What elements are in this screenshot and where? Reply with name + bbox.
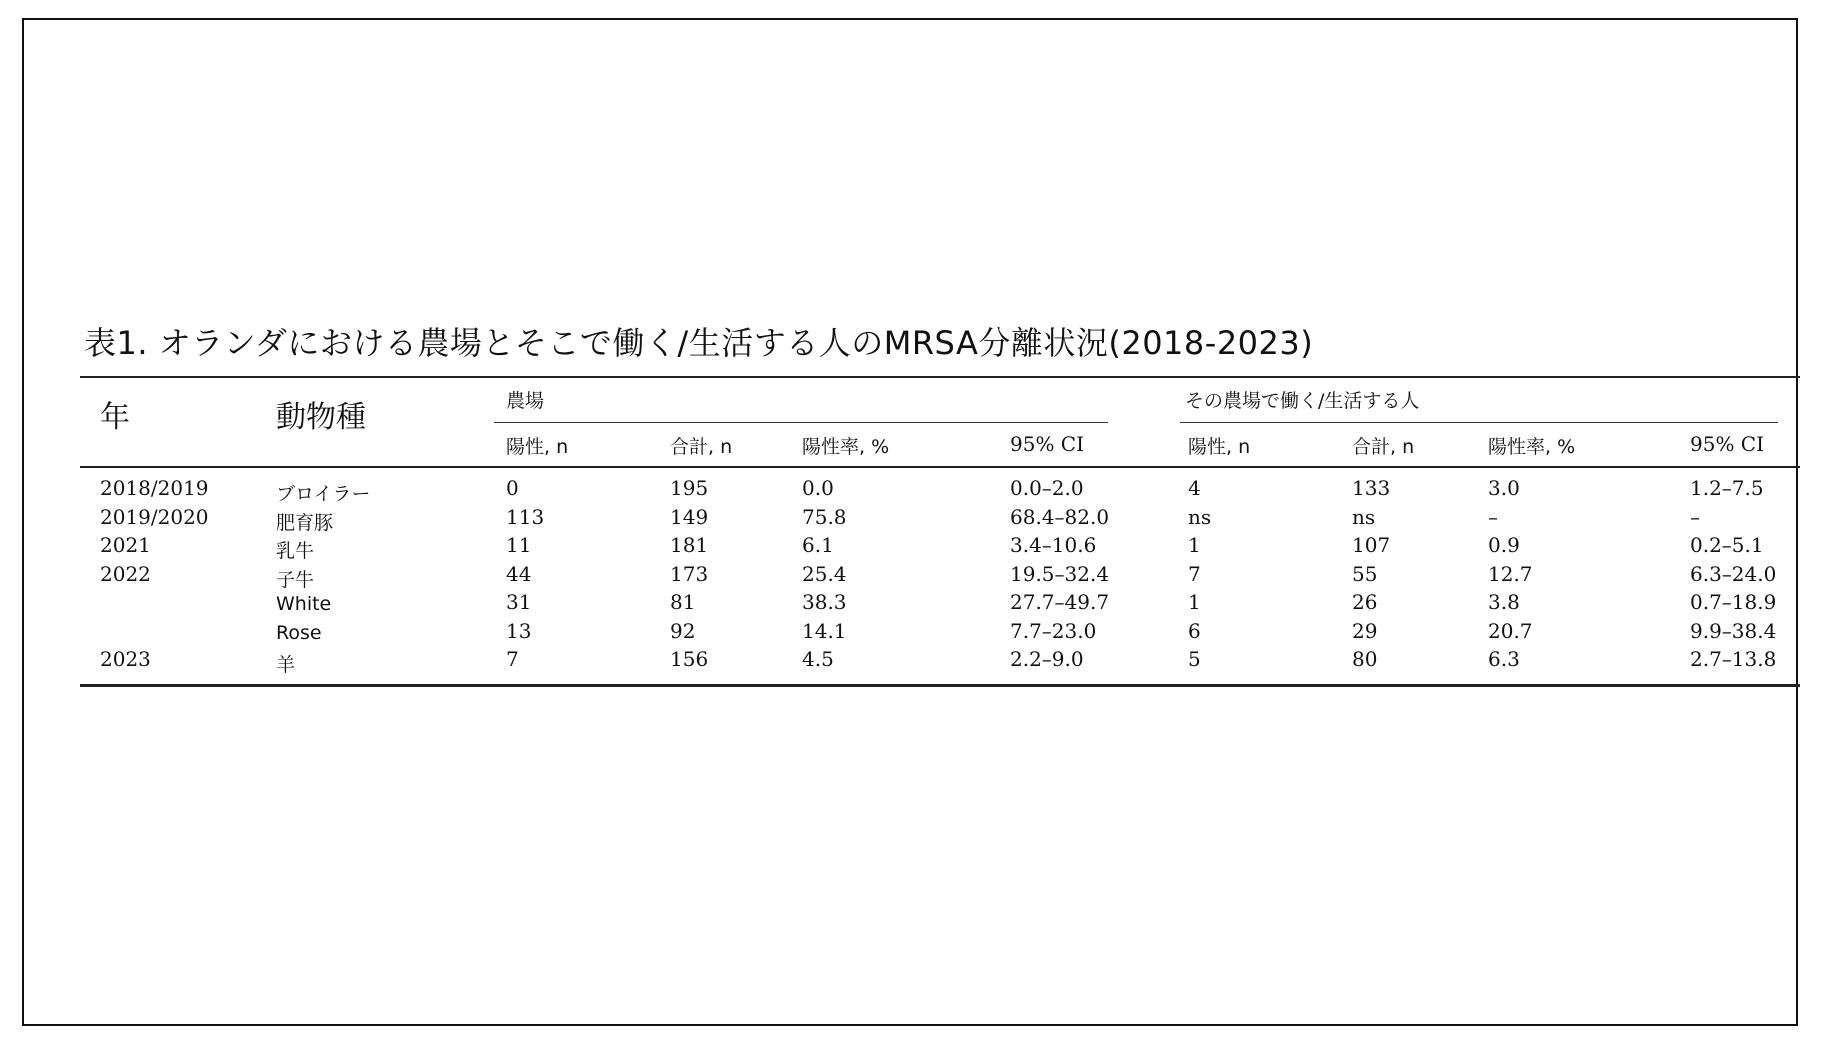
header-people-col: 陽性, n xyxy=(1188,436,1251,458)
row-people-value: 26 xyxy=(1352,590,1378,614)
row-people-value: 6.3–24.0 xyxy=(1690,561,1777,586)
header-people-col: 陽性率, % xyxy=(1488,436,1576,458)
header-farm-col: 陽性率, % xyxy=(802,436,890,458)
row-species: White xyxy=(276,593,332,615)
row-people-value: 3.8 xyxy=(1488,590,1520,614)
row-people-value: – xyxy=(1690,504,1700,529)
row-people-value: 4 xyxy=(1188,476,1201,500)
row-farm-value: 4.5 xyxy=(802,647,834,671)
row-species: 子牛 xyxy=(276,568,315,591)
row-year: 2021 xyxy=(100,533,151,557)
row-farm-value: 14.1 xyxy=(802,618,847,643)
row-people-value: 20.7 xyxy=(1488,618,1533,643)
row-farm-value: 11 xyxy=(506,533,532,557)
row-people-value: – xyxy=(1488,504,1498,529)
row-farm-value: 19.5–32.4 xyxy=(1010,561,1110,586)
row-farm-value: 149 xyxy=(670,504,709,529)
header-farm-col: 95% CI xyxy=(1010,432,1085,456)
row-species: 肥育豚 xyxy=(276,511,334,534)
row-farm-value: 6.1 xyxy=(802,533,834,557)
row-farm-value: 0.0 xyxy=(802,476,834,500)
row-people-value: 7 xyxy=(1188,561,1201,586)
row-farm-value: 13 xyxy=(506,618,532,643)
row-people-value: 9.9–38.4 xyxy=(1690,618,1777,643)
row-farm-value: 44 xyxy=(506,561,532,586)
row-farm-value: 75.8 xyxy=(802,504,847,529)
header-farm-col: 陽性, n xyxy=(506,436,569,458)
table-bottom-rule xyxy=(80,684,1800,687)
row-people-value: ns xyxy=(1188,504,1212,529)
row-people-value: 1.2–7.5 xyxy=(1690,476,1764,500)
row-farm-value: 27.7–49.7 xyxy=(1010,590,1110,614)
row-people-value: 12.7 xyxy=(1488,561,1533,586)
row-people-value: 0.9 xyxy=(1488,533,1520,557)
row-farm-value: 68.4–82.0 xyxy=(1010,504,1110,529)
row-people-value: 29 xyxy=(1352,618,1378,643)
row-farm-value: 0.0–2.0 xyxy=(1010,476,1084,500)
row-people-value: 6 xyxy=(1188,618,1201,643)
row-farm-value: 0 xyxy=(506,476,519,500)
header-species: 動物種 xyxy=(276,400,366,435)
row-people-value: 1 xyxy=(1188,533,1201,557)
row-year: 2022 xyxy=(100,561,151,586)
row-people-value: ns xyxy=(1352,504,1376,529)
row-year: 2023 xyxy=(100,647,151,671)
row-people-value: 133 xyxy=(1352,476,1391,500)
row-farm-value: 38.3 xyxy=(802,590,847,614)
header-people-col: 95% CI xyxy=(1690,432,1765,456)
table-title: 表1. オランダにおける農場とそこで働く/生活する人のMRSA分離状況(2018-2023) xyxy=(84,324,1314,362)
row-farm-value: 31 xyxy=(506,590,532,614)
row-farm-value: 81 xyxy=(670,590,696,614)
row-farm-value: 181 xyxy=(670,533,709,557)
row-farm-value: 113 xyxy=(506,504,545,529)
row-year: 2019/2020 xyxy=(100,504,209,529)
row-people-value: 80 xyxy=(1352,647,1378,671)
row-farm-value: 25.4 xyxy=(802,561,847,586)
row-farm-value: 156 xyxy=(670,647,709,671)
row-people-value: 55 xyxy=(1352,561,1378,586)
table-top-rule xyxy=(80,376,1800,378)
row-people-value: 3.0 xyxy=(1488,476,1520,500)
header-year: 年 xyxy=(100,400,130,435)
row-species: 乳牛 xyxy=(276,540,315,562)
row-people-value: 1 xyxy=(1188,590,1201,614)
people-group-underline xyxy=(1180,422,1778,423)
row-year: 2018/2019 xyxy=(100,476,209,500)
row-people-value: 107 xyxy=(1352,533,1391,557)
row-species: 羊 xyxy=(276,654,296,676)
row-species: ブロイラー xyxy=(276,483,371,505)
row-farm-value: 92 xyxy=(670,618,696,643)
row-farm-value: 7.7–23.0 xyxy=(1010,618,1097,643)
row-people-value: 0.7–18.9 xyxy=(1690,590,1777,614)
row-people-value: 0.2–5.1 xyxy=(1690,533,1764,557)
farm-group-underline xyxy=(494,422,1108,423)
row-people-value: 5 xyxy=(1188,647,1201,671)
header-people-group: その農場で働く/生活する人 xyxy=(1185,390,1420,412)
header-farm-col: 合計, n xyxy=(670,436,733,458)
row-farm-value: 7 xyxy=(506,647,519,671)
header-people-col: 合計, n xyxy=(1352,436,1415,458)
row-farm-value: 2.2–9.0 xyxy=(1010,647,1084,671)
header-farm-group: 農場 xyxy=(506,390,545,412)
row-species: Rose xyxy=(276,621,322,644)
table-header-rule xyxy=(80,466,1800,468)
row-people-value: 6.3 xyxy=(1488,647,1520,671)
row-farm-value: 3.4–10.6 xyxy=(1010,533,1097,557)
row-farm-value: 173 xyxy=(670,561,709,586)
row-people-value: 2.7–13.8 xyxy=(1690,647,1777,671)
row-farm-value: 195 xyxy=(670,476,709,500)
